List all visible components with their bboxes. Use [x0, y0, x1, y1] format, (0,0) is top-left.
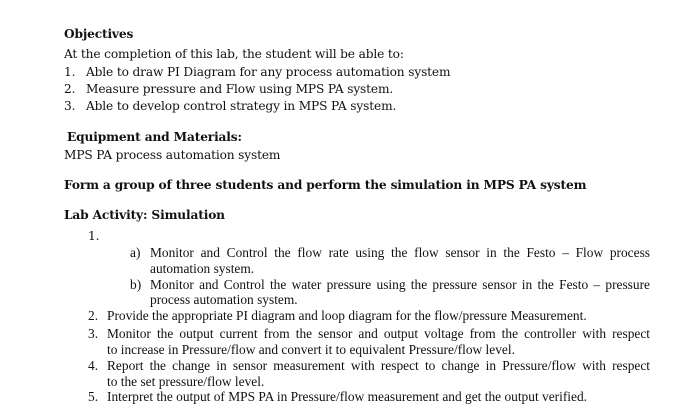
- list-item-continued: to the set pressure/flow level.: [107, 374, 265, 389]
- list-item: Interpret the output of MPS PA in Pressure/flow measurement and get the output verified.: [107, 389, 587, 404]
- list-item-number: 1.: [64, 65, 76, 79]
- list-item-number: 2.: [64, 82, 76, 96]
- list-item-number: 3.: [88, 326, 99, 341]
- subitem-text: Monitor and Control the flow rate using the flow sensor in the Festo – Flow process: [150, 245, 650, 260]
- list-item-continued: to increase in Pressure/flow and convert it to equivalent Pressure/flow level.: [107, 342, 515, 357]
- equipment-text: MPS PA process automation system: [64, 148, 281, 162]
- list-item: Able to develop control strategy in MPS PA system.: [86, 99, 397, 113]
- equipment-heading: Equipment and Materials:: [67, 130, 242, 144]
- group-instruction: Form a group of three students and perform the simulation in MPS PA system: [64, 178, 587, 192]
- subitem-label: a): [130, 245, 141, 260]
- subitem-text-continued: automation system.: [150, 261, 255, 276]
- list-item: Measure pressure and Flow using MPS PA system.: [86, 82, 394, 96]
- list-item: Report the change in sensor measurement with respect to change in Pressure/flow with respect: [107, 358, 650, 373]
- list-item-number: 3.: [64, 99, 76, 113]
- lab-activity-heading: Lab Activity: Simulation: [64, 208, 225, 222]
- list-item-number: 5.: [88, 389, 99, 404]
- list-item: Able to draw PI Diagram for any process automation system: [86, 65, 451, 79]
- list-item: Monitor the output current from the sensor and output voltage from the controller with respect: [107, 326, 650, 341]
- list-item-number: 2.: [88, 308, 99, 323]
- objectives-intro: At the completion of this lab, the student will be able to:: [64, 47, 404, 61]
- subitem-text-continued: process automation system.: [150, 292, 298, 307]
- objectives-heading: Objectives: [64, 27, 134, 41]
- list-item: Provide the appropriate PI diagram and loop diagram for the flow/pressure Measurement.: [107, 308, 587, 323]
- subitem-text: Monitor and Control the water pressure using the pressure sensor in the Festo – pressure: [150, 277, 650, 292]
- list-item-number: 4.: [88, 358, 99, 373]
- list-item-number: 1.: [88, 229, 100, 243]
- subitem-label: b): [130, 277, 142, 292]
